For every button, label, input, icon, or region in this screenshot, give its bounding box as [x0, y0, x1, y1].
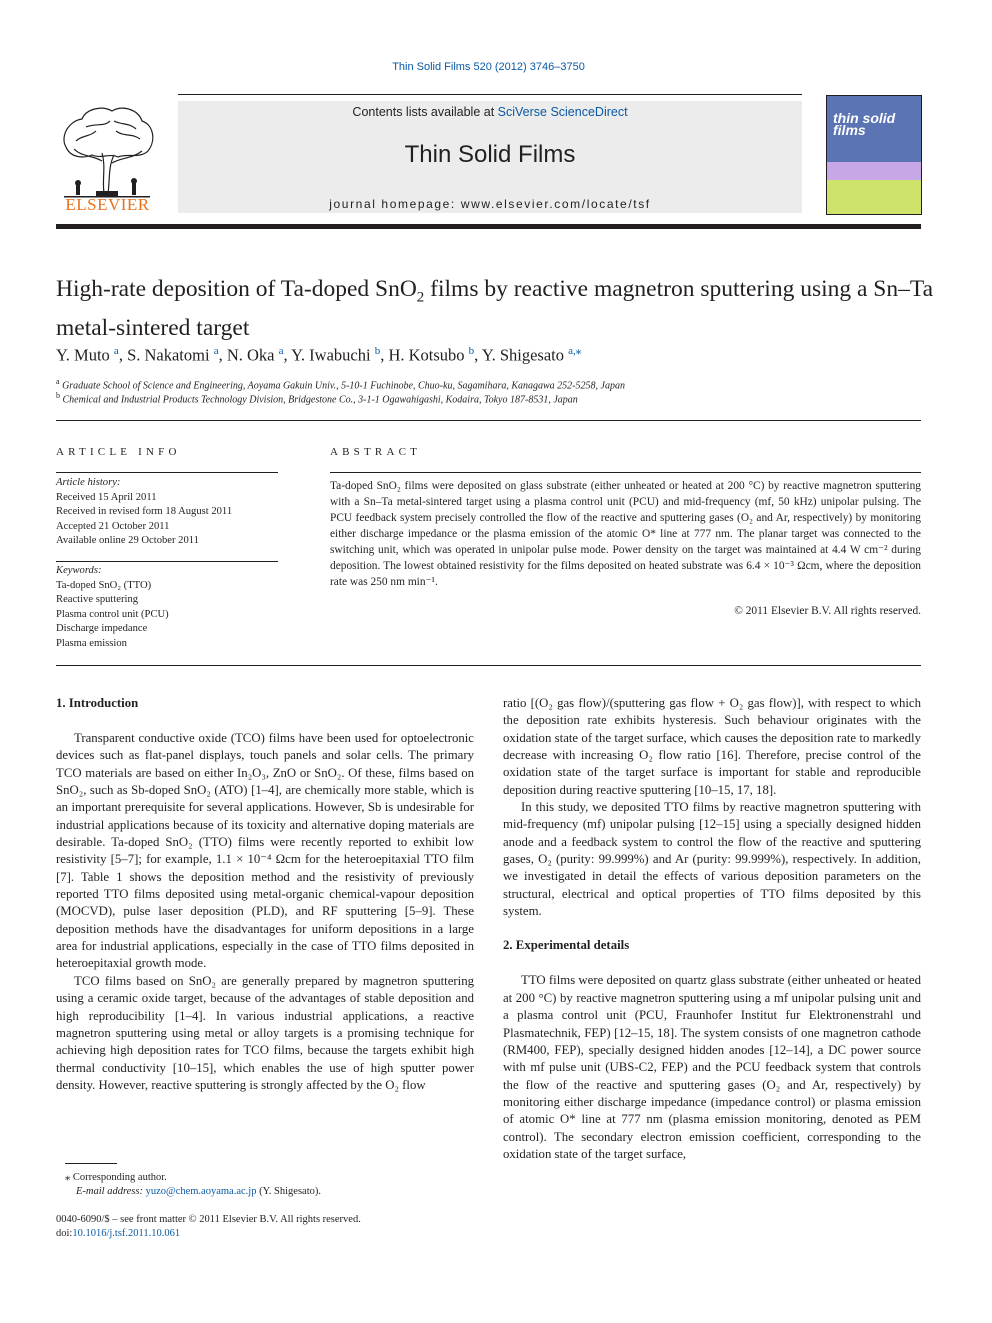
- sciencedirect-link[interactable]: SciVerse ScienceDirect: [497, 105, 628, 119]
- elsevier-wordmark: ELSEVIER: [65, 195, 150, 214]
- paragraph: TTO films were deposited on quartz glass substrate (either unheated or heated at 200 °C) by reactive magnetron sputtering using a mf unipolar pulsing unit and a plasma control unit (PCU, Fraunhofer Institut fur Elektronenstrahl und Plasmatechnik, FEP) [12–15, 18]. The system consists of one magnetron cathode (RM400, FEP), specially designed hidden anodes [12–14], a DC power source with mf pulse unit (UBS-C2, FEP) and the PCU feedback system that controls the flow of the reactive and sputtering gases (O₂ and Ar, respectively) by monitoring either discharge impedance (impedance control) or plasma emission of atomic O* line at 777 nm (plasma emission monitoring, denoted as PEM control). The secondary electron emission coefficient, corresponding to the oxidation state of the target surface,: [503, 973, 921, 1161]
- keywords-label: Keywords:: [56, 565, 102, 576]
- author: N. Oka: [226, 345, 275, 365]
- keyword: Discharge impedance: [56, 623, 148, 634]
- cover-title: thin solid films: [833, 110, 896, 138]
- keywords: [56, 564, 278, 651]
- article-history: [56, 476, 278, 549]
- body-column-left: [56, 695, 474, 1094]
- email-link[interactable]: yuzo@chem.aoyama.ac.jp: [145, 1186, 257, 1197]
- affiliation: $^b$ Chemical and Industrial Products Technology Division, Bridgestone Co., 3-1-1 Ogawahigashi, Kodaira, Tokyo 187-8531, Japan: [56, 391, 578, 406]
- journal-homepage: journal homepage: www.elsevier.com/locate/tsf: [329, 197, 651, 211]
- affiliation-mark[interactable]: b: [374, 345, 381, 357]
- article-info-heading: ARTICLE INFO: [56, 446, 181, 458]
- journal-reference[interactable]: Thin Solid Films 520 (2012) 3746–3750: [392, 61, 585, 73]
- keyword: Plasma control unit (PCU): [56, 608, 169, 620]
- divider: [56, 665, 921, 666]
- affiliation: $^a$ Graduate School of Science and Engineering, Aoyama Gakuin Univ., 5-10-1 Fuchinobe, Chuo-ku, Sagamihara, Kanagawa 252-5258, Japan: [56, 377, 625, 392]
- divider: [330, 472, 921, 473]
- history-item: Received 15 April 2011: [56, 491, 157, 503]
- affiliation-mark[interactable]: a: [213, 345, 219, 357]
- keyword: Plasma emission: [56, 637, 127, 649]
- copyright: © 2011 Elsevier B.V. All rights reserved.: [734, 605, 921, 617]
- affiliation-mark[interactable]: a: [278, 345, 284, 357]
- keyword: Ta-doped SnO₂ (TTO): [56, 579, 152, 591]
- paragraph: TCO films based on SnO₂ are generally prepared by magnetron sputtering using a ceramic oxide target, because of the advantages of stable deposition and high reproducibility [1–4]. In various industrial applications, a reactive magnetron sputtering using metal or alloy targets is a promising technique for achieving high deposition rates for TCO films, because the targets exhibit high thermal conductivity [10–15], which enables the use of high sputter power density. However, reactive sputtering is strongly affected by the O₂ flow: [56, 973, 474, 1092]
- footnote-rule: [65, 1163, 117, 1164]
- top-rule: [178, 94, 802, 95]
- article-title: High-rate deposition of Ta-doped SnO$_2$ films by reactive magnetron sputtering using a Sn–Ta metal-sintered target: [56, 276, 934, 341]
- journal-name: Thin Solid Films: [404, 141, 576, 168]
- history-item: Accepted 21 October 2011: [56, 520, 170, 532]
- affiliation-mark[interactable]: a: [113, 345, 119, 357]
- homepage-url[interactable]: www.elsevier.com/locate/tsf: [460, 197, 651, 211]
- history-item: Available online 29 October 2011: [56, 535, 199, 546]
- doi-line: doi:10.1016/j.tsf.2011.10.061: [56, 1228, 181, 1239]
- divider: [56, 420, 921, 421]
- journal-cover[interactable]: [826, 95, 922, 215]
- divider: [56, 561, 278, 562]
- author-list: Y. Muto $^a$, S. Nakatomi $^a$, N. Oka $^a$, Y. Iwabuchi $^b$, H. Kotsubo $^b$, Y. Shigesato $^{a,⁎}$: [56, 345, 582, 365]
- abstract-heading: ABSTRACT: [330, 446, 422, 458]
- doi-link[interactable]: 10.1016/j.tsf.2011.10.061: [72, 1228, 181, 1239]
- author: Y. Shigesato: [481, 345, 565, 365]
- corresponding-author-note: ⁎ Corresponding author.: [65, 1172, 167, 1183]
- paragraph: ratio [(O₂ gas flow)/(sputtering gas flow + O₂ gas flow)], with respect to which the deposition rate exhibits hysteresis. Such behaviour originates with the oxidation state of the target surface, which causes the deposition rate to markedly decrease with increasing O₂ flow ratio [16]. Therefore, precise control of the oxidation state of the target surface is important for stable and reproducible deposition during reactive sputtering [10–15, 17, 18].: [503, 696, 921, 797]
- paragraph: In this study, we deposited TTO films by reactive magnetron sputtering with mid-frequency (mf) unipolar pulsing [12–15] using a specially designed hidden anode and a feedback system to control the flow of the reactive and sputtering gases, O₂ (purity: 99.999%) and Ar (purity: 99.999%), respectively. In addition, we investigated in detail the effects of various deposition parameters on the structural, electrical and optical properties of TTO films deposited by this system.: [503, 800, 921, 919]
- history-label: Article history:: [56, 477, 121, 488]
- section-heading: 1. Introduction: [56, 696, 139, 710]
- cover-band-lilac: [827, 162, 921, 180]
- author: H. Kotsubo: [388, 345, 465, 365]
- author: Y. Iwabuchi: [291, 345, 371, 365]
- issn-line: 0040-6090/$ – see front matter © 2011 Elsevier B.V. All rights reserved.: [56, 1214, 361, 1225]
- affiliation-mark[interactable]: b: [468, 345, 475, 357]
- contents-line: Contents lists available at SciVerse ScienceDirect: [352, 105, 628, 119]
- abstract-text: Ta-doped SnO₂ films were deposited on glass substrate (either unheated or heated at 200 °C) by reactive magnetron sputtering with a Sn–Ta metal-sintered target using a plasma control unit (PCU) and mid-frequency (mf, 50 kHz) unipolar pulsing. The PCU feedback system precisely controlled the flow of the reactive and sputtering gases (O₂ and Ar, respectively) by monitoring either discharge impedance or the plasma emission of the atomic O* line at 777 nm. The planar target was connected to the switching unit, which was operated in unipolar pulse mode. Power density on the target was maintained at 4.4 W cm⁻² during deposition. The lowest obtained resistivity for the films deposited on heated substrate was 6.4 × 10⁻³ Ωcm, where the deposition rate was 250 nm min⁻¹.: [330, 480, 921, 588]
- author: Y. Muto: [56, 345, 110, 365]
- paragraph: Transparent conductive oxide (TCO) films have been used for optoelectronic devices such as flat-panel displays, touch panels and solar cells. The primary TCO materials are based on either In₂O₃, ZnO or SnO₂. Of these, films based on SnO₂, such as Sb-doped SnO₂ (ATO) [1–4], are chemically more stable, which is an important prerequisite for several applications. However, Sb is undesirable for industrial applications because of its toxicity and alternative doping materials are desirable. Ta-doped SnO₂ (TTO) films were recently reported to exhibit low resistivity [5–7]; for example, 1.1 × 10⁻⁴ Ωcm for the heteroepitaxial TTO film [7]. Table 1 shows the deposition method and the resistivity of previously reported TTO films deposited using metal-organic chemical-vapour deposition (MOCVD), pulse laser deposition (PLD), and RF sputtering [5–9]. These deposition methods have the disadvantages for uniform depositions in a large area for industrial applications, especially in the case of TTO films deposited in heteroepitaxial growth mode.: [56, 731, 474, 971]
- section-heading: 2. Experimental details: [503, 938, 630, 953]
- keyword: Reactive sputtering: [56, 594, 139, 605]
- author: S. Nakatomi: [127, 345, 210, 365]
- history-item: Received in revised form 18 August 2011: [56, 506, 233, 517]
- body-column-right: [503, 695, 921, 1163]
- email-note: E-mail address: yuzo@chem.aoyama.ac.jp (Y. Shigesato).: [76, 1186, 322, 1197]
- affiliation-mark[interactable]: a,⁎: [568, 345, 582, 357]
- cover-band-green: [827, 180, 921, 214]
- header-thick-rule: [56, 224, 921, 229]
- divider: [56, 472, 278, 473]
